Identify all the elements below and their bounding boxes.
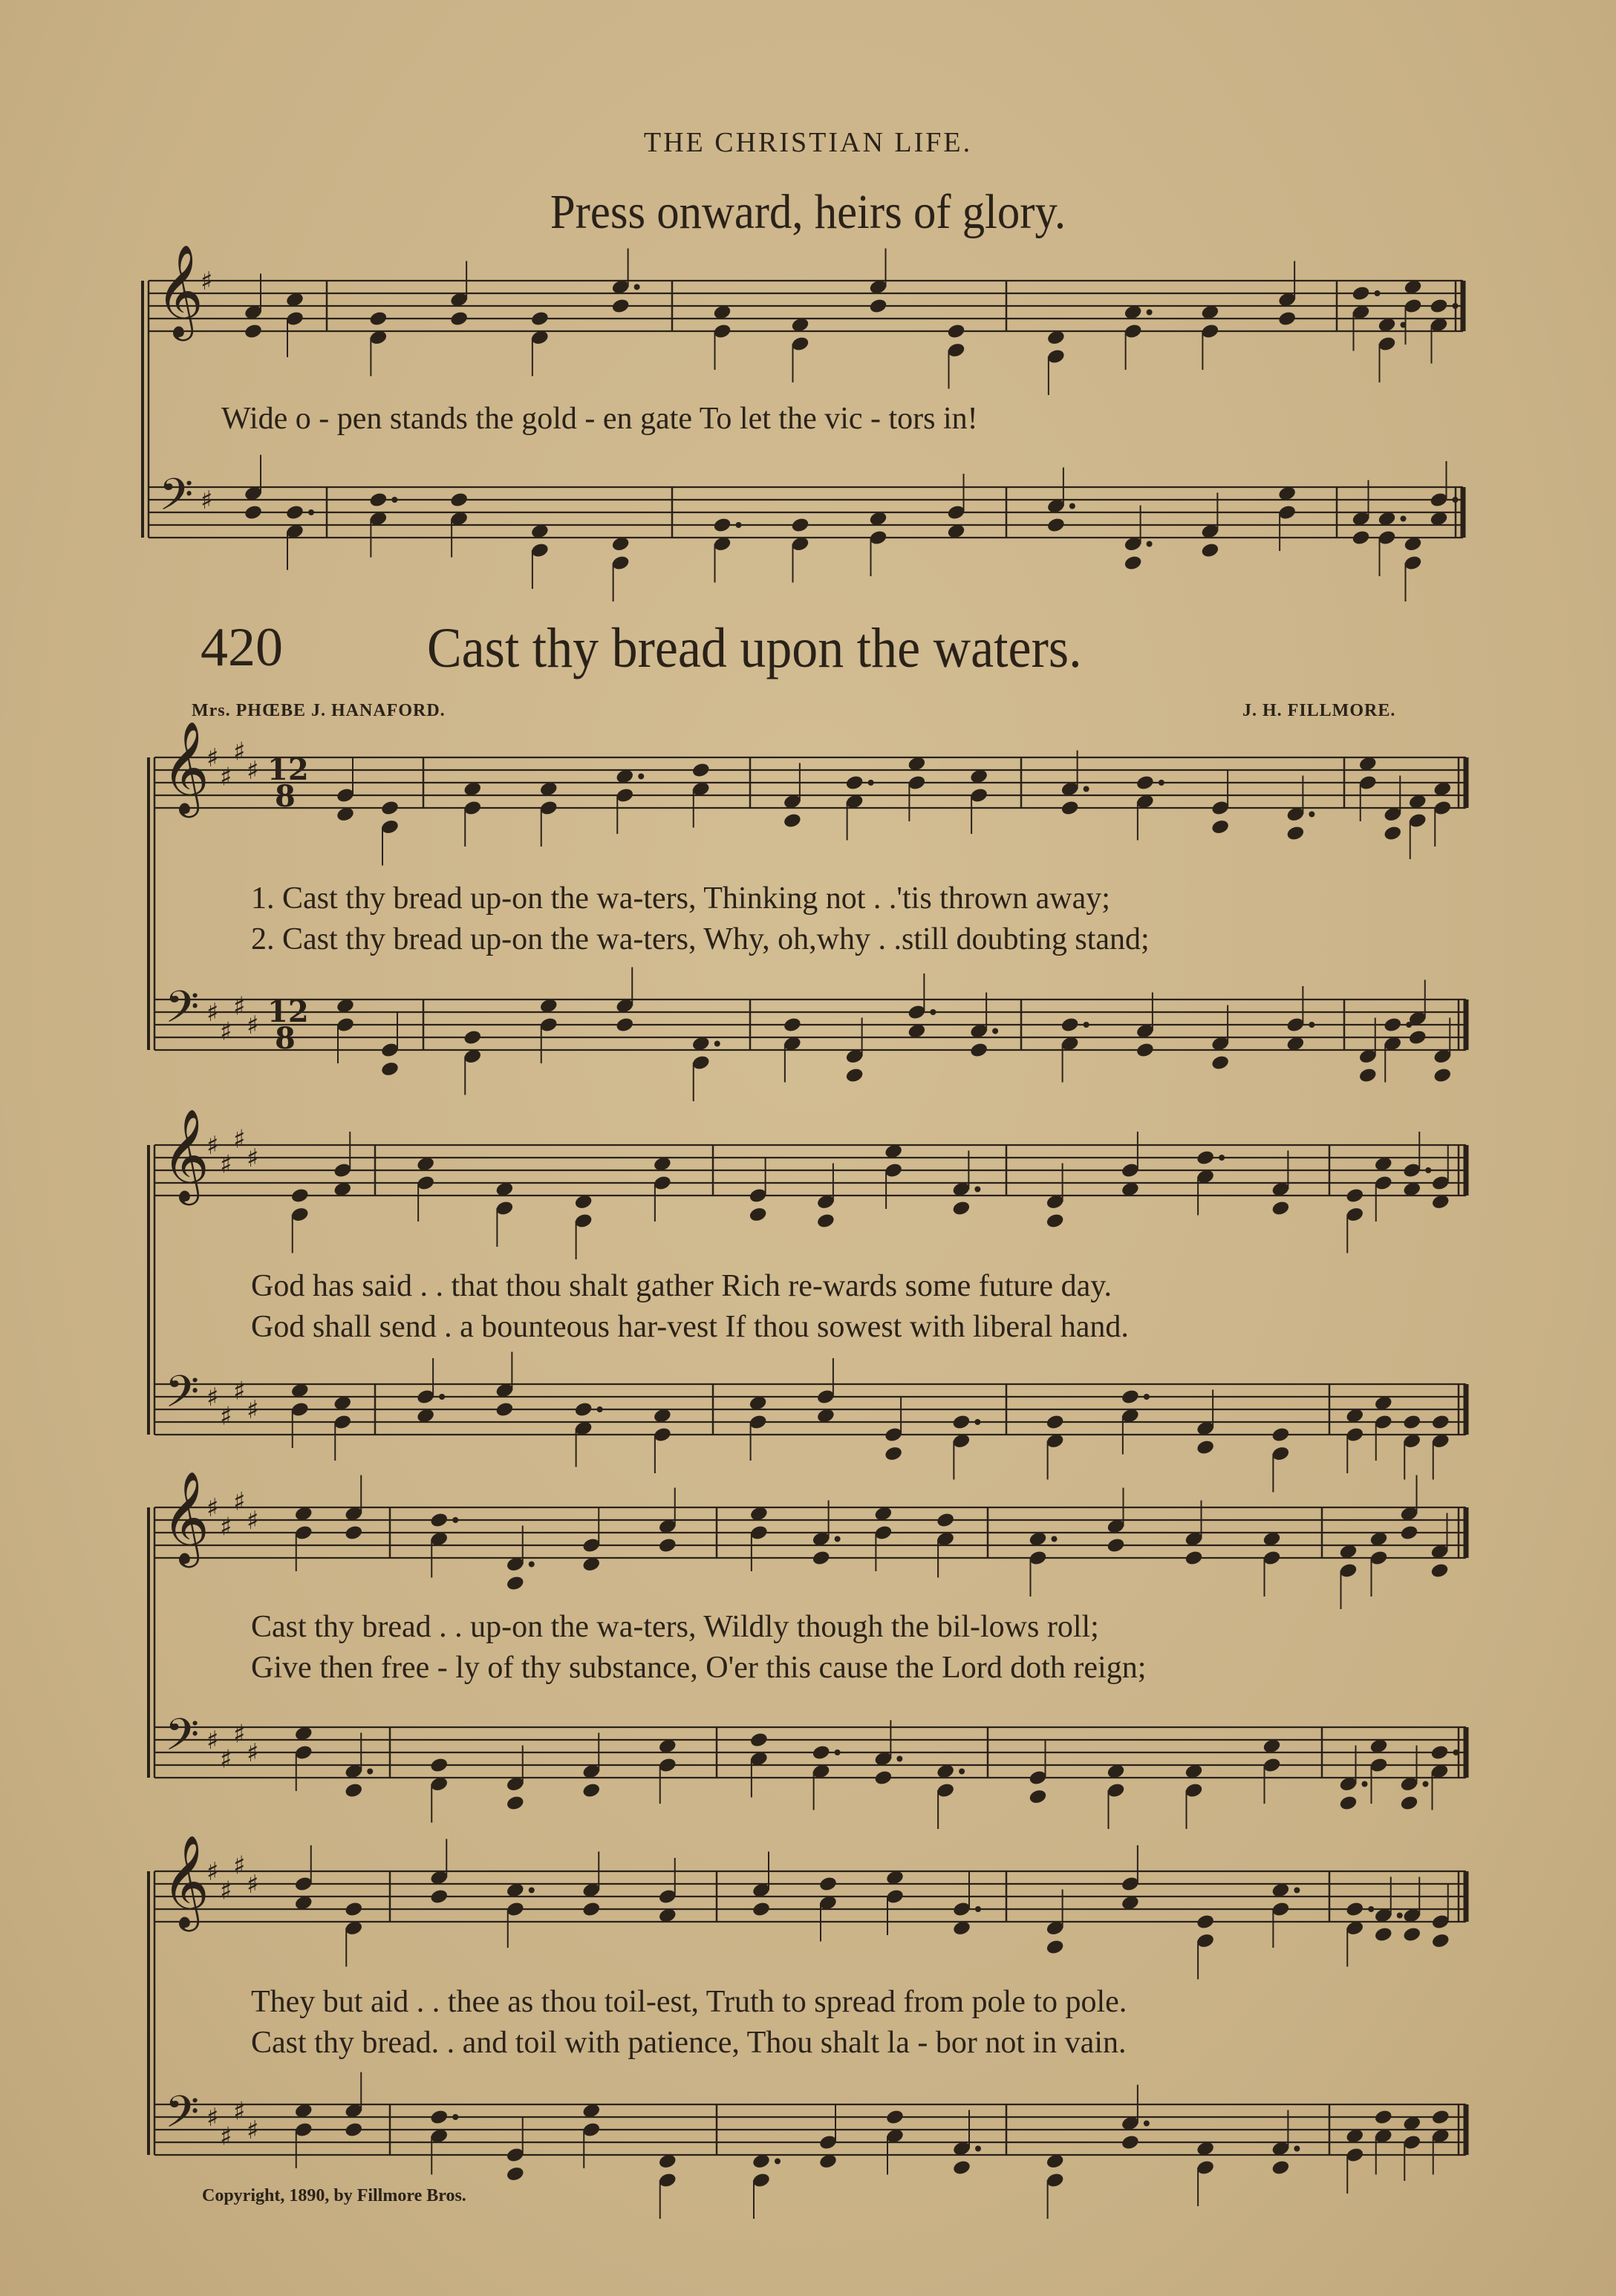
verse2-lyric-system1: 2. Cast thy bread up-on the wa-ters, Why, oh,why . .still doubting stand; bbox=[251, 922, 1150, 956]
copyright-notice: Copyright, 1890, by Fillmore Bros. bbox=[202, 2186, 466, 2205]
hymn-b-system4-key-sharp: ♯ bbox=[220, 1876, 232, 1906]
hymn-a-system-bass-dot bbox=[1453, 497, 1459, 503]
hymn-a-system-key-sharp: ♯ bbox=[201, 267, 213, 296]
hymn-b-system4-treble-dot bbox=[529, 1888, 535, 1894]
hymn-b-system1-treble-dot bbox=[638, 774, 644, 780]
hymn-b-system1-key-sharp: ♯ bbox=[233, 737, 246, 767]
hymn-a-system-bass-note bbox=[1351, 529, 1370, 547]
hymn-b-system4-key-sharp: ♯ bbox=[206, 1857, 219, 1887]
author-credit: Mrs. PHŒBE J. HANAFORD. bbox=[192, 701, 446, 720]
hymn-a-system-bass-note bbox=[712, 517, 732, 534]
hymn-b-system2-treble-note bbox=[951, 1200, 971, 1217]
hymn-b-system3-bass-dot bbox=[835, 1749, 841, 1755]
hymn-b-system3-treble-clef: 𝄞 bbox=[162, 1471, 209, 1564]
hymn-b-system4-bass-note bbox=[429, 2109, 449, 2126]
hymn-b-system1-treble-dot bbox=[1309, 812, 1314, 818]
hymn-b-system1-bass-dot bbox=[714, 1041, 720, 1047]
hymn-b-system1-key-sharp: ♯ bbox=[247, 1011, 259, 1040]
hymn-a-system-bass-dot bbox=[308, 509, 314, 515]
hymn-b-system4-treble-note bbox=[1431, 1932, 1450, 1949]
hymn-a-lyric-line: Wide o - pen stands the gold - en gate To let the vic - tors in! bbox=[221, 402, 978, 436]
verse1-lyric-system4: They but aid . . thee as thou toil-est, Truth to spread from pole to pole. bbox=[251, 1985, 1127, 2019]
hymn-b-system1-treble-note bbox=[1383, 825, 1402, 842]
hymn-b-system4-treble-clef: 𝄞 bbox=[162, 1835, 209, 1928]
hymn-b-system2-bass-note bbox=[574, 1401, 593, 1418]
hymn-a-system-bass-note bbox=[790, 517, 809, 534]
hymn-b-system4-treble-note bbox=[752, 1901, 771, 1918]
hymn-b-system2-bass-note bbox=[1046, 1414, 1065, 1431]
hymn-b-system3-treble-note bbox=[344, 1524, 363, 1542]
hymn-a-system-treble-note bbox=[868, 298, 887, 315]
hymn-b-system1-bass-note bbox=[969, 1042, 988, 1059]
hymn-b-system4-treble-dot bbox=[1397, 1913, 1403, 1919]
hymn-b-system3-key-sharp: ♯ bbox=[206, 1493, 219, 1523]
hymn-b-system2-key-sharp: ♯ bbox=[247, 1144, 259, 1173]
hymn-b-system2-bass-dot bbox=[974, 1419, 980, 1425]
hymn-b-system2-treble-note bbox=[1345, 1187, 1364, 1204]
hymn-b-system4-bass-dot bbox=[1294, 2146, 1300, 2152]
hymn-b-system2-key-sharp: ♯ bbox=[233, 1124, 246, 1155]
hymn-b-system2-treble-dot bbox=[1219, 1155, 1225, 1161]
hymn-b-system2-bass-note bbox=[1196, 1439, 1215, 1456]
hymn-b-system2-treble-note bbox=[290, 1187, 310, 1204]
hymn-b-system2-bass-dot bbox=[597, 1406, 603, 1412]
hymn-b-system1-bass-clef: 𝄢 bbox=[165, 981, 200, 1043]
hymn-b-system1-key-sharp: ♯ bbox=[220, 1017, 232, 1047]
hymn-b-system3-key-sharp: ♯ bbox=[206, 1726, 219, 1755]
hymn-b-system1-bass-note bbox=[783, 1017, 802, 1034]
hymn-b-system2-key-sharp: ♯ bbox=[206, 1383, 219, 1412]
hymn-b-system3-bass-note bbox=[812, 1744, 831, 1761]
hymn-b-system3-key-sharp: ♯ bbox=[233, 1487, 246, 1517]
hymn-b-system3-bass-note bbox=[1430, 1744, 1449, 1761]
hymn-b-system1-key-sharp: ♯ bbox=[233, 991, 246, 1022]
hymn-b-system1-treble-note bbox=[783, 812, 802, 829]
hymn-b-system1-bass-note bbox=[1136, 1042, 1155, 1059]
hymn-a-system-bass-note bbox=[449, 492, 469, 509]
hymn-a-system-treble-note bbox=[1277, 310, 1297, 327]
hymn-b-system3-bass-note bbox=[873, 1770, 893, 1787]
hymn-b-system4-treble-dot bbox=[1294, 1888, 1300, 1894]
hymn-b-system1-bass-note bbox=[1408, 1029, 1427, 1046]
hymn-a-system-bass-note bbox=[244, 504, 263, 521]
hymn-b-system3-key-sharp: ♯ bbox=[247, 1738, 259, 1768]
hymn-b-system3-treble-note bbox=[1184, 1550, 1203, 1567]
hymn-a-system-treble-dot bbox=[1375, 290, 1381, 296]
hymn-b-system3-treble-note bbox=[658, 1537, 677, 1554]
hymn-b-system1-treble-note bbox=[845, 774, 864, 792]
hymn-title-press-onward: Press onward, heirs of glory. bbox=[550, 185, 1066, 239]
hymn-b-system2-treble-note bbox=[1271, 1200, 1290, 1217]
hymn-a-system-treble-note bbox=[1429, 298, 1448, 315]
hymn-b-system4-bass-note bbox=[1431, 2109, 1450, 2126]
hymn-a-system-bass-note bbox=[368, 492, 388, 509]
hymn-b-system4-treble-note bbox=[818, 1876, 838, 1893]
hymn-b-system2-treble-note bbox=[816, 1213, 835, 1230]
hymn-b-system2-treble-note bbox=[1046, 1213, 1065, 1230]
hymn-b-system3-key-sharp: ♯ bbox=[247, 1506, 259, 1536]
hymn-b-system2-bass-note bbox=[884, 1445, 903, 1462]
hymn-b-system3-bass-note bbox=[506, 1795, 525, 1812]
hymn-b-system1-treble-note bbox=[1060, 800, 1080, 817]
hymn-b-system4-bass-dot bbox=[1144, 2121, 1150, 2127]
hymn-b-system4-treble-note bbox=[1402, 1926, 1421, 1943]
hymn-b-system4-treble-dot bbox=[1368, 1906, 1374, 1912]
hymn-b-system1-treble-dot bbox=[1084, 786, 1089, 792]
hymn-b-system1-bass-note bbox=[1211, 1054, 1230, 1072]
hymn-b-system4-bass-note bbox=[885, 2109, 905, 2126]
hymn-b-system1-key-sharp: ♯ bbox=[206, 998, 219, 1028]
hymn-b-system3-bass-note bbox=[1399, 1795, 1418, 1812]
hymn-a-system-treble-note bbox=[530, 310, 550, 327]
hymn-b-system1-time-signature: 8 bbox=[275, 1021, 296, 1056]
hymn-b-system4-bass-note bbox=[1121, 2134, 1140, 2151]
hymn-b-system4-key-sharp: ♯ bbox=[233, 2096, 246, 2127]
hymn-b-system1-treble-note bbox=[1286, 825, 1305, 842]
hymn-b-system3-key-sharp: ♯ bbox=[220, 1744, 232, 1775]
hymn-b-system2-bass-note bbox=[1431, 1414, 1450, 1431]
hymn-b-system1-bass-dot bbox=[1084, 1022, 1089, 1028]
hymn-b-system1-bass-dot bbox=[1309, 1022, 1314, 1028]
hymn-a-system-treble-note bbox=[449, 310, 469, 327]
hymn-b-system2-bass-note bbox=[1271, 1426, 1290, 1444]
hymn-b-system2-bass-dot bbox=[439, 1394, 445, 1400]
hymn-b-system1-time-signature: 8 bbox=[275, 779, 296, 814]
hymn-b-system4-treble-note bbox=[581, 1901, 601, 1918]
hymn-b-system3-bass-note bbox=[1028, 1788, 1047, 1805]
verse1-lyric-system1: 1. Cast thy bread up-on the wa-ters, Thinking not . .'tis thrown away; bbox=[251, 881, 1110, 916]
hymn-a-system-key-sharp: ♯ bbox=[201, 486, 213, 515]
hymn-a-system-bass-dot bbox=[1069, 503, 1075, 509]
hymn-a-system-treble-clef: 𝄞 bbox=[156, 244, 203, 337]
hymn-a-system-bass-note bbox=[1046, 517, 1066, 534]
hymn-b-system1-treble-note bbox=[691, 762, 711, 779]
composer-credit: J. H. FILLMORE. bbox=[1242, 701, 1396, 720]
hymn-b-system2-bass-note bbox=[1121, 1389, 1140, 1406]
hymn-b-system4-bass-note bbox=[1374, 2109, 1393, 2126]
hymn-b-system4-bass-dot bbox=[452, 2114, 458, 2120]
hymn-b-system3-treble-note bbox=[429, 1512, 449, 1529]
hymn-a-system-bass-dot bbox=[1147, 541, 1153, 547]
hymn-b-system1-key-sharp: ♯ bbox=[220, 762, 232, 792]
hymn-b-system4-bass-note bbox=[506, 2165, 525, 2182]
hymn-a-system-bass-dot bbox=[1401, 516, 1407, 522]
hymn-b-system2-treble-note bbox=[749, 1206, 768, 1223]
hymn-b-system2-treble-dot bbox=[974, 1187, 980, 1193]
verse2-lyric-system2: God shall send . a bounteous har-vest If thou sowest with liberal hand. bbox=[251, 1310, 1129, 1344]
hymn-b-system2-bass-note bbox=[1402, 1414, 1421, 1431]
hymn-b-system4-bass-note bbox=[1271, 2159, 1290, 2176]
hymn-b-system2-key-sharp: ♯ bbox=[220, 1149, 232, 1180]
hymn-b-system2-treble-dot bbox=[1425, 1167, 1431, 1173]
hymn-b-system1-treble-dot bbox=[868, 780, 874, 786]
hymn-b-system1-treble-clef: 𝄞 bbox=[162, 721, 209, 814]
hymn-b-system1-key-sharp: ♯ bbox=[247, 756, 259, 786]
hymn-b-system1-bass-note bbox=[845, 1067, 864, 1084]
hymn-b-system1-treble-note bbox=[380, 800, 400, 817]
hymn-b-system1-key-sharp: ♯ bbox=[206, 743, 219, 773]
hymn-b-system4-bass-dot bbox=[975, 2146, 981, 2152]
hymn-b-system1-bass-note bbox=[1433, 1067, 1452, 1084]
hymn-b-system4-treble-note bbox=[1345, 1901, 1364, 1918]
hymn-b-system3-bass-dot bbox=[367, 1769, 373, 1775]
hymn-b-system4-treble-note bbox=[1374, 1926, 1393, 1943]
hymn-b-system3-treble-dot bbox=[835, 1536, 841, 1542]
hymn-b-system4-treble-dot bbox=[975, 1906, 981, 1912]
hymn-a-system-treble-note bbox=[1351, 285, 1370, 302]
hymn-b-system3-bass-note bbox=[344, 1782, 363, 1799]
hymn-a-system-bass-dot bbox=[736, 522, 742, 528]
hymn-b-system2-treble-clef: 𝄞 bbox=[162, 1109, 209, 1201]
hymn-b-system3-treble-note bbox=[936, 1512, 955, 1529]
hymn-b-system3-treble-dot bbox=[1052, 1536, 1058, 1542]
hymn-b-system4-bass-note bbox=[344, 2121, 363, 2139]
hymn-b-system1-bass-note bbox=[1358, 1067, 1378, 1084]
hymn-b-system3-bass-dot bbox=[1453, 1749, 1459, 1755]
hymn-b-system3-key-sharp: ♯ bbox=[220, 1512, 232, 1542]
hymn-b-system4-key-sharp: ♯ bbox=[220, 2121, 232, 2152]
hymn-a-system-treble-dot bbox=[634, 284, 640, 290]
hymn-b-system1-treble-dot bbox=[1159, 780, 1164, 786]
hymn-b-system4-treble-note bbox=[1196, 1914, 1215, 1931]
hymn-b-system1-bass-note bbox=[1383, 1017, 1402, 1034]
hymn-b-system3-treble-note bbox=[1399, 1524, 1418, 1542]
hymn-b-system1-bass-dot bbox=[992, 1028, 998, 1034]
hymn-b-system4-bass-note bbox=[952, 2159, 971, 2176]
hymn-b-system3-treble-dot bbox=[452, 1517, 458, 1523]
hymn-number: 420 bbox=[201, 617, 283, 678]
hymn-b-system3-treble-dot bbox=[529, 1562, 535, 1568]
hymn-a-system-bass-dot bbox=[391, 497, 397, 503]
hymn-b-system3-bass-dot bbox=[1423, 1781, 1429, 1787]
hymn-a-system-treble-dot bbox=[1147, 310, 1153, 316]
hymn-b-system2-key-sharp: ♯ bbox=[247, 1395, 259, 1425]
hymn-b-system2-treble-note bbox=[1196, 1149, 1215, 1167]
hymn-b-system2-bass-clef: 𝄢 bbox=[165, 1366, 200, 1428]
hymn-b-system1-bass-note bbox=[380, 1060, 400, 1077]
hymn-a-system-treble-note bbox=[244, 323, 263, 340]
hymn-b-system3-key-sharp: ♯ bbox=[233, 1719, 246, 1749]
hymn-a-system-bass-clef: 𝄢 bbox=[159, 469, 194, 531]
hymn-title-cast-thy-bread: Cast thy bread upon the waters. bbox=[427, 617, 1082, 679]
hymn-b-system2-key-sharp: ♯ bbox=[206, 1131, 219, 1161]
hymn-b-system3-treble-note bbox=[1106, 1537, 1125, 1554]
hymn-b-system3-bass-clef: 𝄢 bbox=[165, 1709, 200, 1771]
hymn-a-system-bass-note bbox=[1124, 555, 1143, 572]
hymn-b-system3-bass-note bbox=[1338, 1795, 1358, 1812]
hymn-b-system1-treble-note bbox=[1211, 818, 1230, 835]
hymn-b-system1-bass-note bbox=[1060, 1017, 1080, 1034]
hymn-b-system4-treble-note bbox=[1046, 1939, 1065, 1956]
hymn-b-system4-treble-note bbox=[344, 1901, 363, 1918]
hymn-b-system4-key-sharp: ♯ bbox=[206, 2103, 219, 2133]
hymn-b-system2-bass-dot bbox=[1144, 1394, 1150, 1400]
hymn-b-system4-key-sharp: ♯ bbox=[247, 1870, 259, 1899]
hymn-b-system4-key-sharp: ♯ bbox=[233, 1850, 246, 1881]
hymn-b-system1-time-signature: 12 bbox=[267, 994, 309, 1029]
hymn-b-system2-bass-note bbox=[495, 1401, 514, 1418]
hymn-b-system1-bass-note bbox=[463, 1029, 482, 1046]
hymn-b-system3-treble-note bbox=[812, 1550, 831, 1567]
hymn-b-system4-bass-clef: 𝄢 bbox=[165, 2086, 200, 2148]
hymn-a-system-treble-note bbox=[611, 298, 631, 315]
hymn-b-system3-bass-note bbox=[429, 1757, 449, 1774]
verse2-lyric-system4: Cast thy bread. . and toil with patience, Thou shalt la - bor not in vain. bbox=[251, 2026, 1127, 2060]
hymn-b-system2-key-sharp: ♯ bbox=[220, 1401, 232, 1432]
hymn-a-system-bass-note bbox=[1200, 542, 1219, 559]
verse2-lyric-system3: Give then free - ly of thy substance, O'er this cause the Lord doth reign; bbox=[251, 1651, 1147, 1685]
hymn-b-system4-key-sharp: ♯ bbox=[247, 2116, 259, 2145]
verse1-lyric-system2: God has said . . that thou shalt gather Rich re-wards some future day. bbox=[251, 1269, 1112, 1303]
hymn-b-system3-bass-note bbox=[581, 1782, 601, 1799]
hymn-b-system3-bass-dot bbox=[896, 1756, 902, 1762]
hymn-b-system2-key-sharp: ♯ bbox=[233, 1376, 246, 1406]
hymn-a-system-bass-note bbox=[285, 504, 304, 521]
hymn-b-system3-treble-note bbox=[506, 1575, 525, 1592]
hymn-b-system4-treble-note bbox=[429, 1888, 449, 1905]
hymn-a-system-treble-dot bbox=[1453, 303, 1459, 309]
hymn-b-system3-treble-note bbox=[1430, 1562, 1449, 1579]
hymn-b-system1-bass-dot bbox=[930, 1009, 936, 1015]
section-heading: THE CHRISTIAN LIFE. bbox=[643, 127, 973, 158]
hymn-b-system3-bass-dot bbox=[959, 1769, 965, 1775]
hymn-a-system-treble-note bbox=[368, 310, 388, 327]
hymn-b-system1-time-signature: 12 bbox=[267, 752, 309, 787]
hymn-b-system4-bass-dot bbox=[775, 2159, 781, 2165]
hymn-b-system1-treble-note bbox=[1136, 774, 1155, 792]
hymn-a-system-treble-note bbox=[946, 323, 965, 340]
hymn-b-system1-bass-note bbox=[615, 1017, 634, 1034]
hymn-b-system3-bass-note bbox=[749, 1732, 769, 1749]
hymn-b-system3-bass-dot bbox=[1362, 1781, 1368, 1787]
verse1-lyric-system3: Cast thy bread . . up-on the wa-ters, Wildly though the bil-lows roll; bbox=[251, 1610, 1099, 1644]
hymn-b-system2-bass-note bbox=[951, 1414, 971, 1431]
